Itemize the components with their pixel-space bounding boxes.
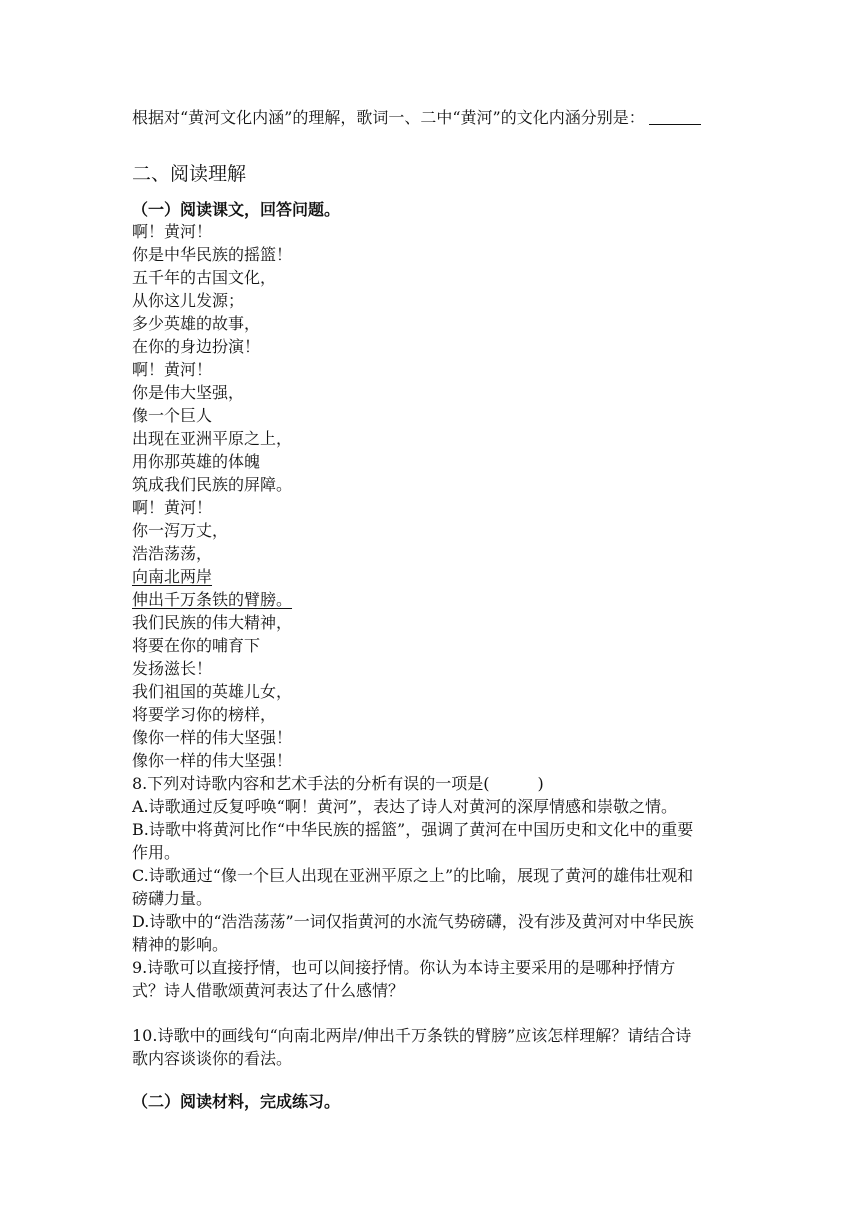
poem-line: 你是伟大坚强， bbox=[132, 383, 245, 402]
q9-line: 9.诗歌可以直接抒情，也可以间接抒情。你认为本诗主要采用的是哪种抒情方 bbox=[132, 958, 676, 977]
poem-line: 像一个巨人 bbox=[132, 406, 213, 425]
poem-line: 像你一样的伟大坚强！ bbox=[132, 751, 293, 770]
answer-blank bbox=[649, 108, 701, 125]
poem-line-underlined: 向南北两岸 bbox=[132, 567, 213, 586]
poem-line-underlined: 伸出千万条铁的臂膀。 bbox=[132, 590, 293, 609]
intro-text: 根据对“黄河文化内涵”的理解，歌词一、二中“黄河”的文化内涵分别是： bbox=[132, 108, 645, 127]
q8-option-c-cont: 磅礴力量。 bbox=[132, 889, 213, 908]
q8-option-b-cont: 作用。 bbox=[132, 843, 181, 862]
poem-line: 在你的身边扮演！ bbox=[132, 337, 261, 356]
poem-line: 将要学习你的榜样， bbox=[132, 705, 277, 724]
q8-option-d: D.诗歌中的“浩浩荡荡”一词仅指黄河的水流气势磅礴，没有涉及黄河对中华民族 bbox=[132, 912, 694, 931]
q8-stem: 8.下列对诗歌内容和艺术手法的分析有误的一项是( ) bbox=[132, 774, 544, 793]
intro-question bbox=[132, 107, 701, 129]
poem-line: 像你一样的伟大坚强！ bbox=[132, 728, 293, 747]
poem-line: 发扬滋长！ bbox=[132, 659, 213, 678]
poem-line: 多少英雄的故事， bbox=[132, 314, 261, 333]
poem-line: 将要在你的哺育下 bbox=[132, 636, 261, 655]
poem-line: 啊！黄河！ bbox=[132, 498, 213, 517]
q8-option-b: B.诗歌中将黄河比作“中华民族的摇篮”，强调了黄河在中国历史和文化中的重要 bbox=[132, 820, 694, 839]
part1-heading: （一）阅读课文，回答问题。 bbox=[132, 200, 341, 219]
q10-line: 歌内容谈谈你的看法。 bbox=[132, 1049, 293, 1068]
poem-line: 你一泻万丈， bbox=[132, 521, 229, 540]
part2-heading: （二）阅读材料，完成练习。 bbox=[132, 1092, 341, 1111]
q8-option-a: A.诗歌通过反复呼唤“啊！黄河”，表达了诗人对黄河的深厚情感和崇敬之情。 bbox=[132, 797, 678, 816]
poem-line: 我们祖国的英雄儿女， bbox=[132, 682, 293, 701]
poem-line: 啊！黄河！ bbox=[132, 360, 213, 379]
q10-line: 10.诗歌中的画线句“向南北两岸/伸出千万条铁的臂膀”应该怎样理解？请结合诗 bbox=[132, 1026, 692, 1045]
q8-option-c: C.诗歌通过“像一个巨人出现在亚洲平原之上”的比喻，展现了黄河的雄伟壮观和 bbox=[132, 866, 694, 885]
section-title: 二、阅读理解 bbox=[132, 163, 247, 185]
poem-line: 出现在亚洲平原之上， bbox=[132, 429, 293, 448]
poem-line: 浩浩荡荡， bbox=[132, 544, 213, 563]
poem-line: 啊！黄河！ bbox=[132, 222, 213, 241]
q8-option-d-cont: 精神的影响。 bbox=[132, 935, 229, 954]
q9-line: 式？诗人借歌颂黄河表达了什么感情？ bbox=[132, 981, 405, 1000]
poem-line: 从你这儿发源； bbox=[132, 291, 245, 310]
poem-line: 五千年的古国文化， bbox=[132, 268, 277, 287]
poem-line: 筑成我们民族的屏障。 bbox=[132, 475, 293, 494]
poem-line: 用你那英雄的体魄 bbox=[132, 452, 261, 471]
poem-line: 你是中华民族的摇篮！ bbox=[132, 245, 293, 264]
poem-line: 我们民族的伟大精神， bbox=[132, 613, 293, 632]
